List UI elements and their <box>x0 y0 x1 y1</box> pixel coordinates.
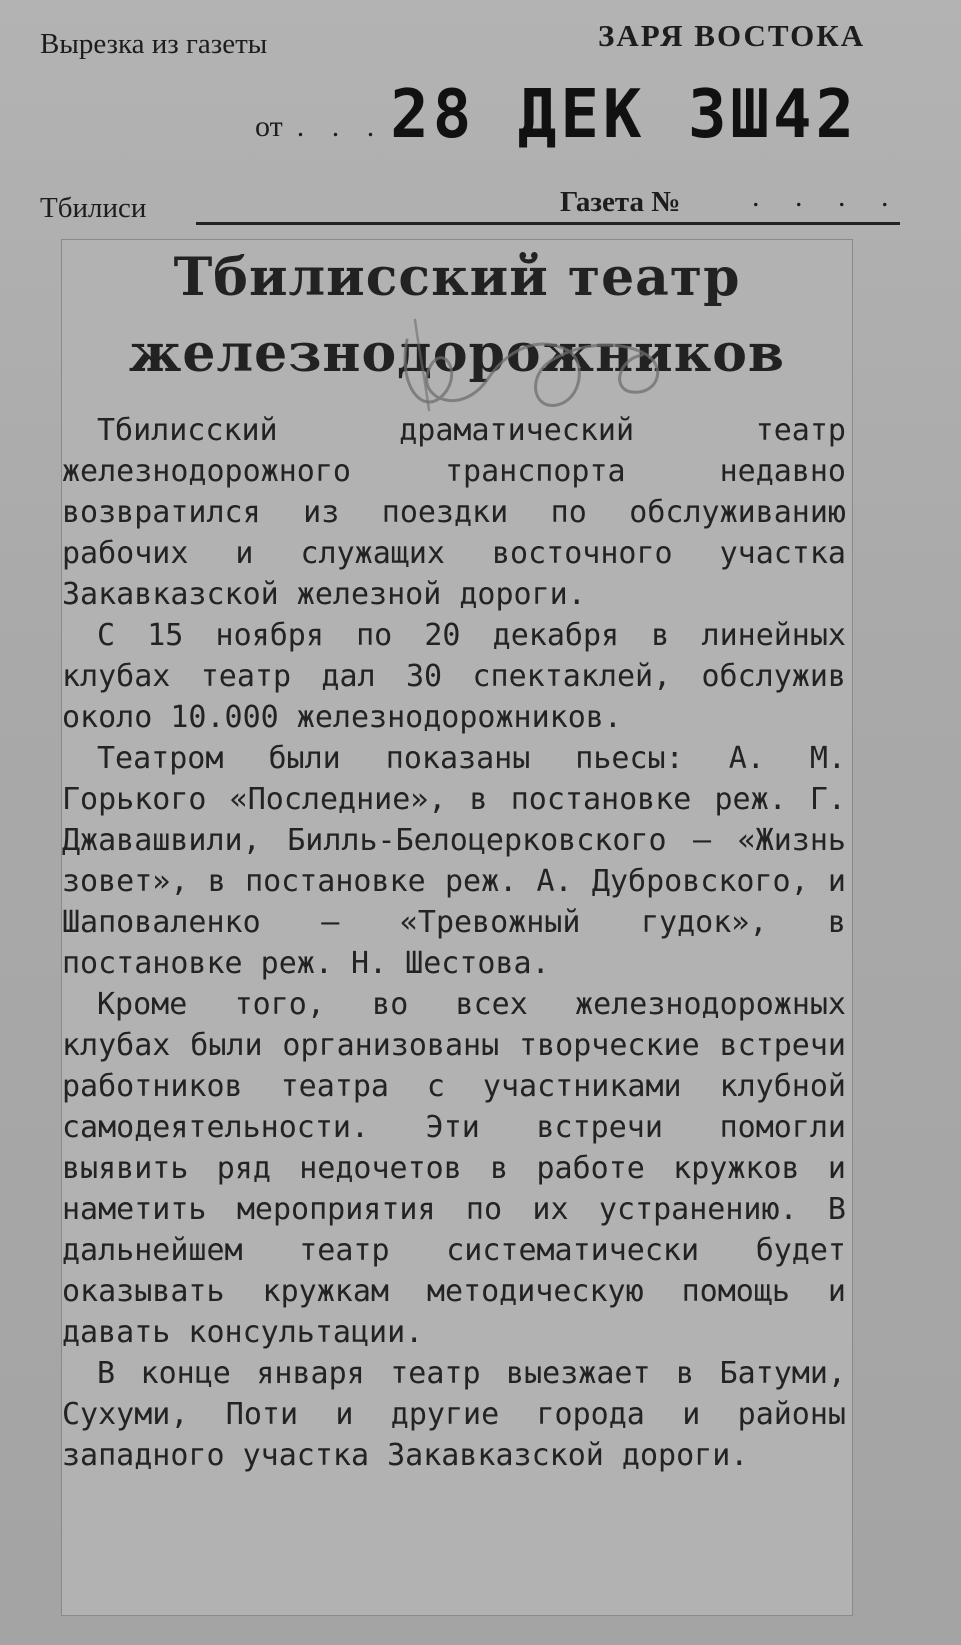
article-paragraph: В конце января театр выезжает в Батуми, Сухуми, Поти и другие города и районы западного участка Закавказской дороги. <box>62 1356 846 1473</box>
article-paragraph: С 15 ноября по 20 декабря в линейных клубах театр дал 30 спектаклей, обслужив около 10.000 железнодорожников. <box>62 618 846 735</box>
gazeta-number-dots: . . . . <box>752 180 903 213</box>
clip-label: Вырезка из газеты <box>40 28 268 60</box>
article-body <box>62 410 846 1476</box>
gazeta-number-label: Газета № <box>560 186 681 218</box>
article-paragraph: Театром были показаны пьесы: А. М. Горького «Последние», в постановке реж. Г. Джавашвили, Билль-Белоцерковского — «Жизнь зовет», в постановке реж. А. Дубровского, и Шаповаленко — «Тревожный гудок», в постановке реж. Н. Шестова. <box>62 741 846 981</box>
date-stamp: 28 ДЕК 3Ш42 <box>390 76 859 154</box>
headline-line-1: Тбилисский театр <box>173 247 741 308</box>
newspaper-clipping <box>62 240 852 1615</box>
date-prefix: от <box>255 110 283 143</box>
newspaper-name: ЗАРЯ ВОСТОКА <box>598 18 866 53</box>
date-row <box>255 78 858 152</box>
article-paragraph: Тбилисский драматический театр железнодорожного транспорта недавно возвратился из поездки по обслуживанию рабочих и служащих восточного участка Закавказской железной дороги. <box>62 413 846 612</box>
gazeta-underline <box>196 222 900 225</box>
date-dots: . . . <box>296 110 385 143</box>
article-headline <box>62 240 852 392</box>
article-paragraph: Кроме того, во всех железнодорожных клубах были организованы творческие встречи работников театра с участниками клубной самодеятельности. Эти встречи помогли выявить ряд недочетов в работе кружков и наметить мероприятия по их устранению. В дальнейшем театр систематически будет оказывать кружкам методическую помощь и давать консультации. <box>62 987 846 1350</box>
city-label: Тбилиси <box>40 192 147 224</box>
headline-line-2: железнодорожников <box>128 323 786 384</box>
